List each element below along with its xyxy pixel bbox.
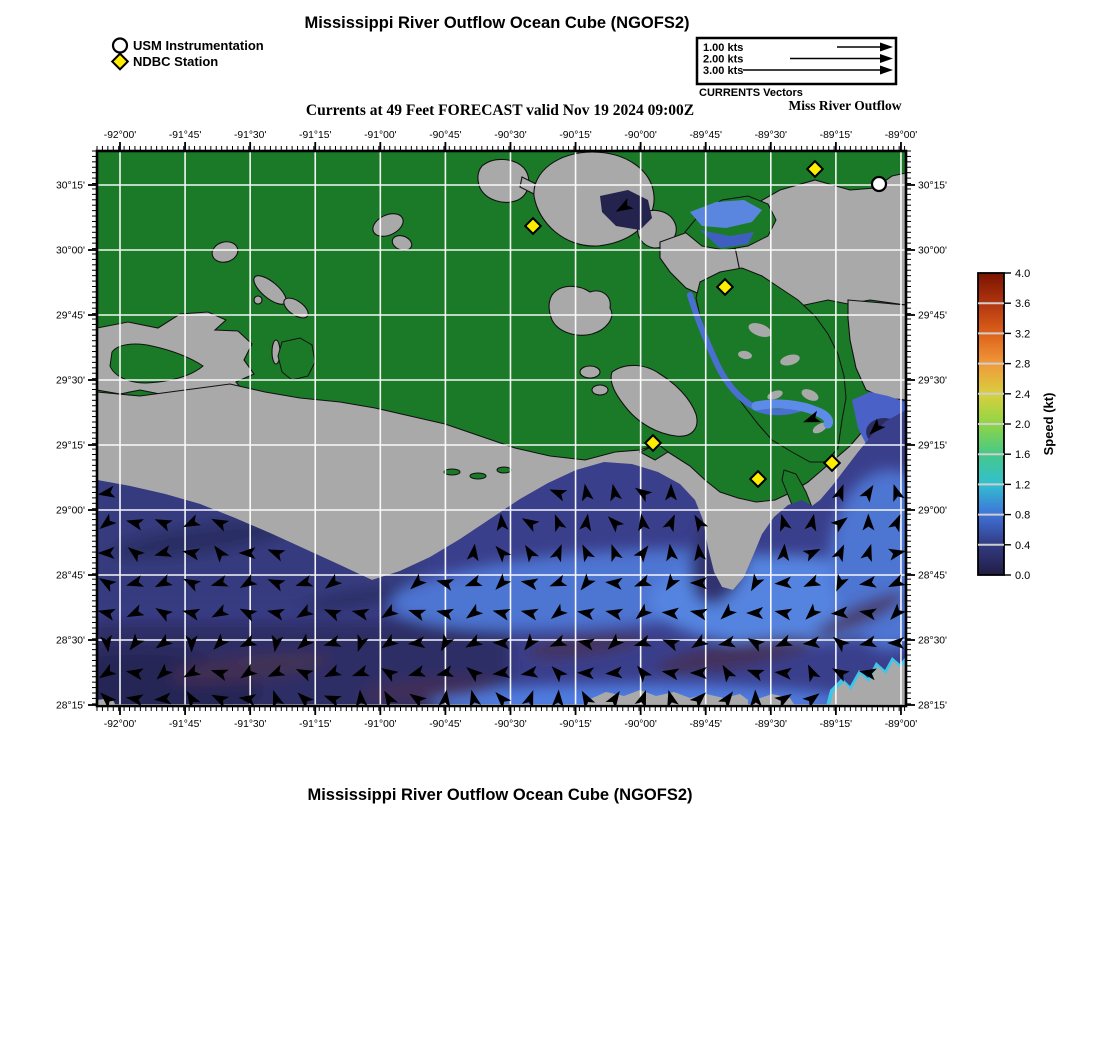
svg-text:-89°00': -89°00' (884, 719, 918, 730)
svg-text:-90°45': -90°45' (429, 130, 462, 141)
svg-text:1.6: 1.6 (1015, 449, 1031, 462)
svg-text:2.00 kts: 2.00 kts (703, 53, 744, 66)
svg-text:4.0: 4.0 (1015, 268, 1031, 280)
svg-text:2.8: 2.8 (1015, 358, 1031, 371)
svg-text:-91°30': -91°30' (233, 130, 267, 141)
svg-text:-89°15': -89°15' (819, 130, 853, 141)
svg-text:-91°00': -91°00' (364, 130, 397, 141)
svg-text:30°00': 30°00' (56, 245, 85, 257)
svg-text:-89°45': -89°45' (689, 719, 722, 730)
svg-text:29°45': 29°45' (918, 310, 947, 322)
svg-text:-89°00': -89°00' (884, 130, 918, 141)
page-title: Mississippi River Outflow Ocean Cube (NGOFS2) (304, 14, 690, 32)
svg-text:-90°30': -90°30' (494, 719, 527, 730)
svg-text:0.0: 0.0 (1015, 570, 1031, 582)
svg-text:-91°15': -91°15' (299, 719, 332, 730)
svg-text:30°00': 30°00' (918, 245, 947, 257)
svg-text:-89°45': -89°45' (689, 130, 722, 141)
svg-text:-90°15': -90°15' (559, 719, 592, 730)
svg-text:-91°15': -91°15' (299, 130, 332, 141)
svg-text:-90°00': -90°00' (624, 130, 657, 141)
svg-text:-90°30': -90°30' (494, 130, 527, 141)
usm-circle-icon (113, 39, 127, 53)
svg-text:-89°15': -89°15' (819, 719, 853, 730)
svg-text:3.00 kts: 3.00 kts (703, 65, 744, 77)
colorbar (978, 268, 1056, 582)
ndbc-legend-label: NDBC Station (133, 54, 219, 69)
svg-text:2.4: 2.4 (1015, 388, 1031, 401)
bottom-page-title: Mississippi River Outflow Ocean Cube (NGOFS2) (307, 786, 693, 804)
svg-text:-89°30': -89°30' (754, 719, 788, 730)
plot-subtitle: Currents at 49 Feet FORECAST valid Nov 19 2024 09:00Z (305, 102, 695, 119)
svg-text:3.6: 3.6 (1015, 298, 1031, 311)
svg-text:29°45': 29°45' (56, 310, 85, 322)
svg-text:-91°30': -91°30' (233, 719, 267, 730)
svg-text:29°15': 29°15' (56, 440, 85, 452)
svg-text:29°30': 29°30' (56, 375, 85, 387)
svg-text:30°15': 30°15' (56, 180, 85, 192)
marker-legend (112, 38, 264, 69)
svg-text:28°30': 28°30' (56, 635, 85, 647)
svg-text:-91°00': -91°00' (364, 719, 397, 730)
svg-text:0.8: 0.8 (1015, 509, 1031, 522)
svg-text:29°30': 29°30' (918, 375, 947, 387)
svg-text:28°45': 28°45' (56, 570, 85, 582)
svg-text:29°15': 29°15' (918, 440, 947, 452)
svg-text:29°00': 29°00' (56, 505, 85, 517)
svg-text:-90°45': -90°45' (429, 719, 462, 730)
region-label: Miss River Outflow (788, 98, 902, 113)
svg-text:-91°45': -91°45' (168, 130, 202, 141)
svg-text:1.00 kts: 1.00 kts (703, 42, 744, 54)
vector-scale-legend (697, 38, 902, 113)
svg-text:1.2: 1.2 (1015, 479, 1031, 492)
colorbar-axis-label: Speed (kt) (1041, 392, 1056, 456)
svg-text:3.2: 3.2 (1015, 328, 1031, 341)
ndbc-diamond-icon (112, 54, 128, 70)
svg-text:29°00': 29°00' (918, 505, 947, 517)
svg-text:-91°45': -91°45' (168, 719, 202, 730)
svg-text:2.0: 2.0 (1015, 419, 1031, 431)
svg-text:30°15': 30°15' (918, 180, 947, 192)
svg-text:28°15': 28°15' (918, 700, 947, 712)
svg-text:-90°00': -90°00' (624, 719, 657, 730)
svg-text:28°45': 28°45' (918, 570, 947, 582)
svg-text:28°15': 28°15' (56, 700, 85, 712)
svg-text:-92°00': -92°00' (103, 130, 137, 141)
svg-text:28°30': 28°30' (918, 635, 947, 647)
svg-text:0.4: 0.4 (1015, 539, 1031, 552)
map-area (20, 151, 950, 730)
svg-text:-90°15': -90°15' (559, 130, 592, 141)
svg-text:-92°00': -92°00' (103, 719, 137, 730)
usm-legend-label: USM Instrumentation (133, 38, 264, 53)
usm-instrumentation-marker (872, 177, 886, 191)
svg-text:-89°30': -89°30' (754, 130, 788, 141)
vector-legend-caption: CURRENTS Vectors (699, 87, 803, 99)
